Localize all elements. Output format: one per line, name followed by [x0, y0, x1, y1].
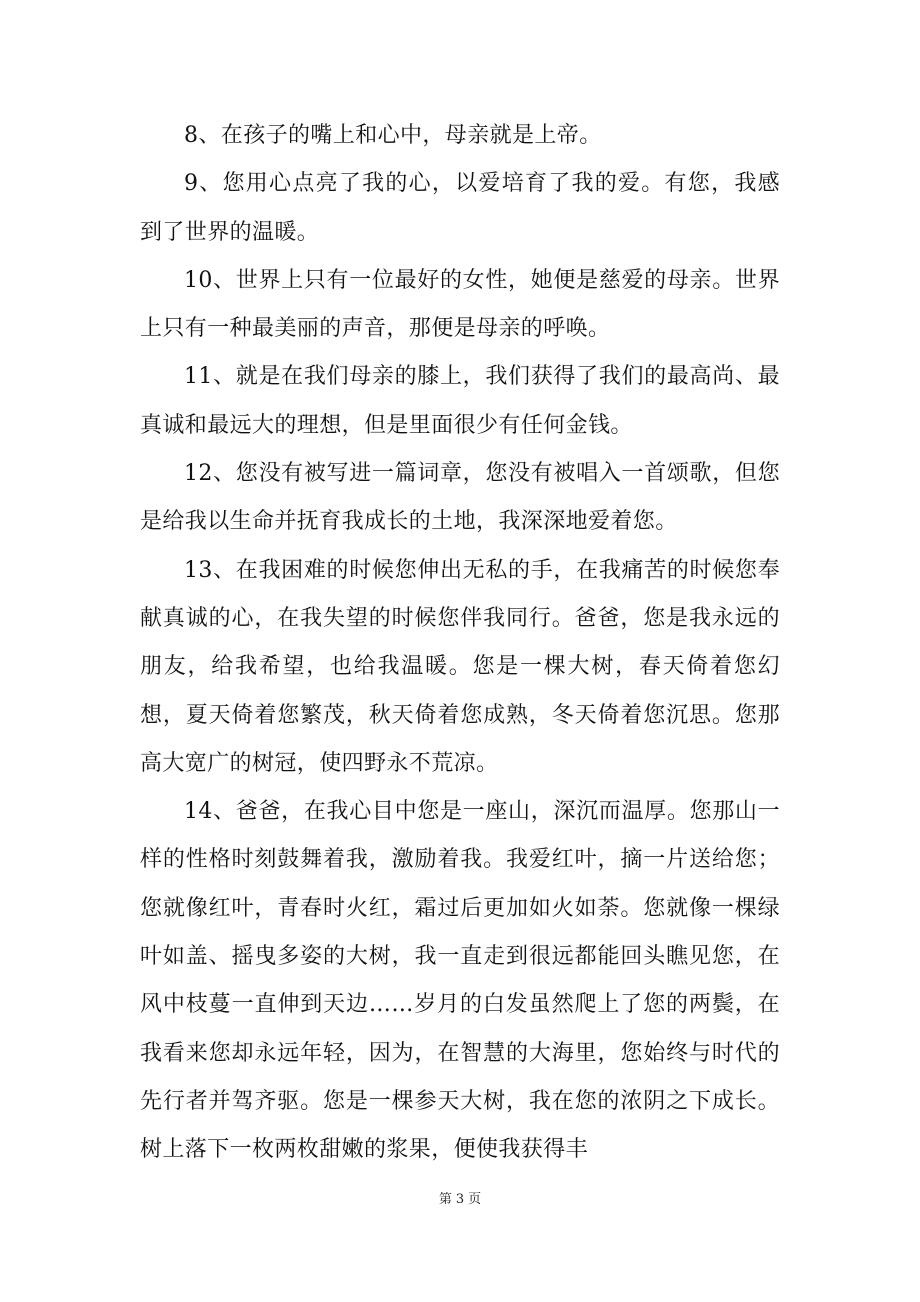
page-number: 3 — [455, 1192, 465, 1207]
paragraph-item-10: 10、世界上只有一位最好的女性，她便是慈爱的母亲。世界上只有一种最美丽的声音，那便是母亲的呼唤。 — [140, 267, 780, 342]
paragraph-item-14: 14、爸爸，在我心目中您是一座山，深沉而温厚。您那山一样的性格时刻鼓舞着我，激励着我。我爱红叶，摘一片送给您；您就像红叶，青春时火红，霜过后更加如火如荼。您就像一棵绿叶如盖、摇曳多姿的大树，我一直走到很远都能回头瞧见您，在风中枝蔓一直伸到天边……岁月的白发虽然爬上了您的两鬓，在我看来您却永远年轻，因为，在智慧的大海里，您始终与时代的先行者并驾齐驱。您是一棵参天大树，我在您的浓阴之下成长。树上落下一枚两枚甜嫩的浆果，便使我获得丰 — [140, 799, 780, 1163]
document-body — [140, 112, 780, 1175]
paragraph-item-11: 11、就是在我们母亲的膝上，我们获得了我们的最高尚、最真诚和最远大的理想，但是里面很少有任何金钱。 — [140, 364, 780, 438]
paragraph-item-12: 12、您没有被写进一篇词章，您没有被唱入一首颂歌，但您是给我以生命并抚育我成长的土地，我深深地爱着您。 — [140, 461, 780, 535]
paragraph-item-13: 13、在我困难的时候您伸出无私的手，在我痛苦的时候您奉献真诚的心，在我失望的时候您伴我同行。爸爸，您是我永远的朋友，给我希望，也给我温暖。您是一棵大树，春天倚着您幻想，夏天倚着您繁茂，秋天倚着您成熟，冬天倚着您沉思。您那高大宽广的树冠，使四野永不荒凉。 — [140, 557, 780, 776]
footer-suffix: 页 — [468, 1192, 482, 1207]
footer-prefix: 第 — [438, 1192, 452, 1207]
page-footer — [0, 1190, 920, 1210]
paragraph-item-9: 9、您用心点亮了我的心，以爱培育了我的爱。有您，我感到了世界的温暖。 — [140, 171, 780, 245]
paragraph-item-8: 8、在孩子的嘴上和心中，母亲就是上帝。 — [184, 123, 602, 148]
